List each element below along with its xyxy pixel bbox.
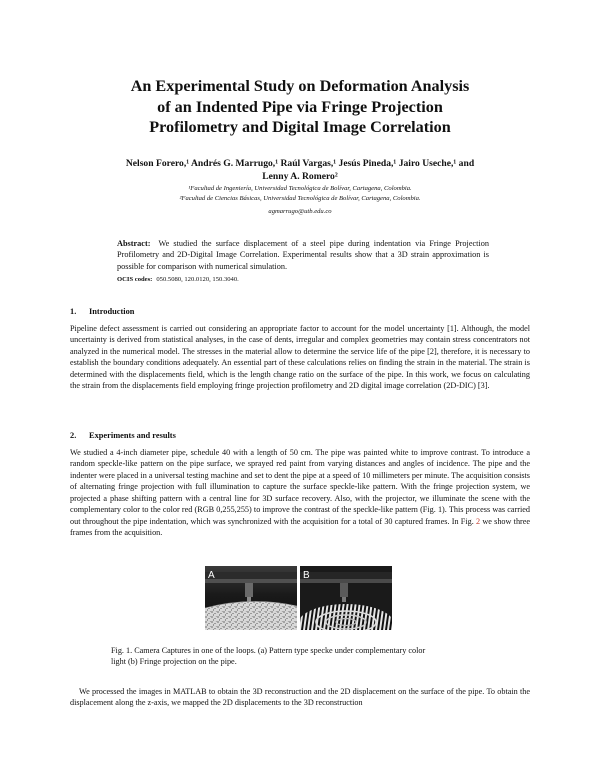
paper-title — [60, 76, 540, 138]
speckle-image — [205, 566, 297, 630]
author-list — [95, 157, 505, 183]
abstract-label: Abstract: — [117, 239, 151, 248]
figure-reference-link[interactable]: 2 — [476, 516, 481, 526]
section-number: 2. — [70, 431, 77, 440]
affiliation: ²Facultad de Ciencias Básicas, Universidad Tecnológica de Bolívar, Cartagena, Colombia. — [179, 194, 421, 202]
section-heading-experiments — [70, 431, 176, 440]
section-number: 1. — [70, 307, 77, 316]
abstract-text: We studied the surface displacement of a steel pipe during indentation via Fringe Projection Profilometry and 2D-Digital Image Correlation. Experimental results show that a 3D strain approximation is possible for comparison with numerical simulation. — [117, 239, 489, 271]
figure-caption — [111, 645, 491, 668]
section-title: Experiments and results — [89, 431, 176, 440]
contact-email[interactable]: agmarrugo@utb.edu.co — [268, 208, 332, 216]
caption-line: Fig. 1. Camera Captures in one of the loops. (a) Pattern type specke under complementary color — [111, 646, 426, 655]
introduction-paragraph: Pipeline defect assessment is carried out considering an appropriate factor to account for the model uncertainty [1]. Although, the model uncertainty is derived from statistical analyses, in the case of dents, irregular and complex geometries may contain stress concentrators not analyzed in the numerical model. The stresses in the material allow to determine the service life of the pipe [2], therefore, it is necessary to establish the boundary conditions adequately. An essential part of these calculations relies on finding the strain in the material. The strain is determined with the displacements field, which is the length change ratio on the surface of the pipe. In this work, we focus on calculating the strain from the displacements field employing fringe projection profilometry and 2D digital image correlation (2D-DIC) [3]. — [70, 324, 530, 391]
ocis-label: OCIS codes: — [117, 276, 153, 283]
abstract — [117, 238, 489, 272]
panel-label-b: B — [303, 570, 310, 581]
caption-line: light (b) Fringe projection on the pipe. — [111, 657, 237, 667]
processing-paragraph: We processed the images in MATLAB to obtain the 3D reconstruction and the 2D displacement on the surface of the pipe. To obtain the displacement along the z-axis, we mapped the 2D displacements to the 3D reconstruction — [70, 687, 530, 708]
section-heading-introduction — [70, 307, 134, 316]
experiments-text-end: we show three frames from the acquisition. — [70, 516, 531, 538]
title-line: An Experimental Study on Deformation Analysis — [130, 77, 470, 95]
authors-line: Lenny A. Romero² — [262, 171, 338, 182]
section-title: Introduction — [89, 307, 135, 316]
experiments-paragraph — [70, 447, 530, 539]
affiliation: ¹Facultad de Ingeniería, Universidad Tecnológica de Bolívar, Cartagena, Colombia. — [188, 185, 412, 192]
title-line: of an Indented Pipe via Fringe Projection — [157, 97, 443, 116]
authors-line: Nelson Forero,¹ Andrés G. Marrugo,¹ Raúl Vargas,¹ Jesús Pineda,¹ Jairo Useche,¹ and — [125, 158, 475, 169]
affiliations — [95, 184, 505, 217]
panel-label-a: A — [208, 570, 215, 581]
title-line: Profilometry and Digital Image Correlation — [149, 118, 451, 136]
ocis-codes — [117, 276, 489, 283]
experiments-text: We studied a 4-inch diameter pipe, schedule 40 with a length of 50 cm. The pipe was painted white to improve contrast. To introduce a random speckle-like pattern on the pipe surface, we sprayed red paint from varying distances and angles of incidence. The pipe and the indenter were placed in a universal testing machine and set to dent the pipe at a speed of 10 millimeters per minute. The acquisition consists of alternating fringe projection with full illumination to capture the surface speckle-like pattern. With the fringe projection system, we projected a phase shifting pattern with a central line for 3D surface recovery. Also, with the projector, we illuminate the scene with the complementary color to the color red (RGB 0,255,255) to improve the contrast of the speckle-like pattern (Fig. 1). This process was carried out throughout the pipe indentation, which was synchronized with the acquisition for a total of 30 captured frames. In Fig. — [70, 448, 530, 526]
ocis-text: 050.5080, 120.0120, 150.3040. — [156, 276, 239, 283]
figure-panel-b — [300, 566, 392, 630]
figure-panel-a — [205, 566, 297, 630]
fringe-image — [300, 566, 392, 630]
